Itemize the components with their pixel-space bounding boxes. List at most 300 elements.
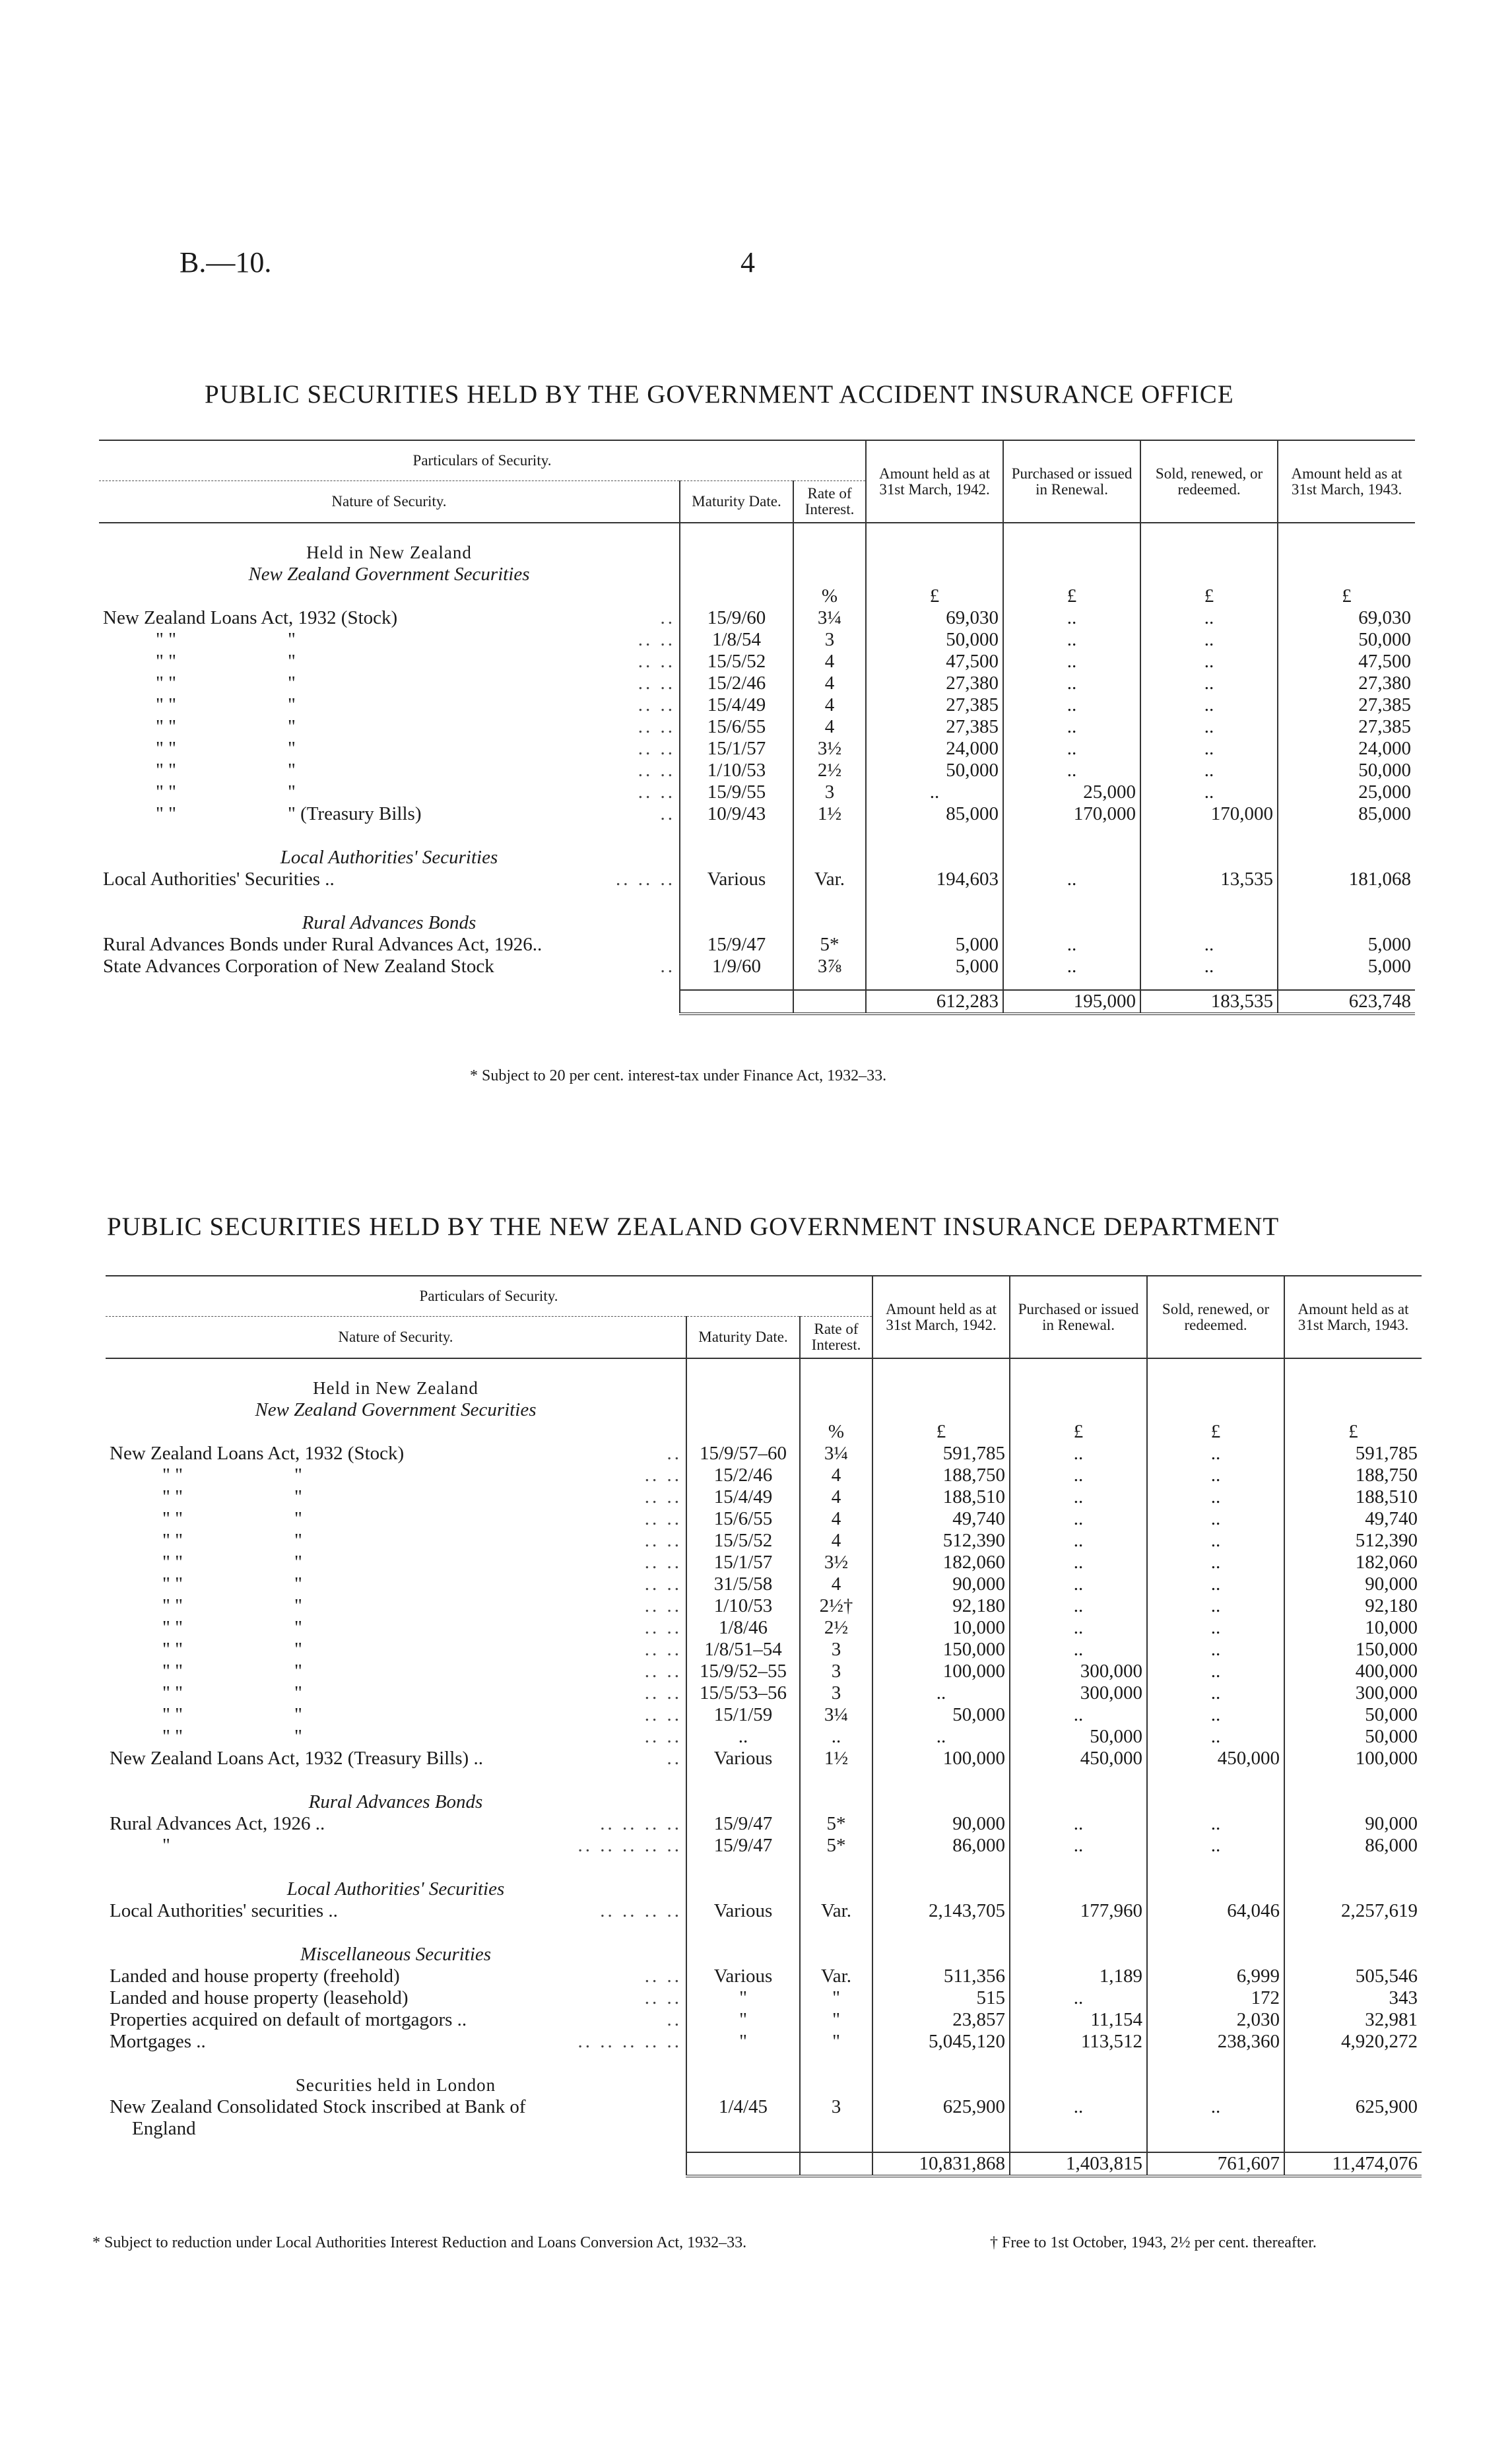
empty-cell <box>872 1878 1010 1900</box>
amount-held-1942: 27,380 <box>866 673 1003 694</box>
amount-held-1943: 150,000 <box>1284 1639 1422 1661</box>
empty-cell <box>872 1791 1010 1813</box>
spacer-row <box>99 825 1415 847</box>
maturity-date: 15/9/47 <box>680 934 793 956</box>
amount-held-1942: 5,000 <box>866 934 1003 956</box>
purchased-in-renewal: .. <box>1003 716 1140 738</box>
sold-renewed-redeemed: .. <box>1147 1552 1284 1573</box>
sold-renewed-redeemed: .. <box>1140 607 1278 629</box>
security-row <box>106 1595 1422 1617</box>
purchased-in-renewal: .. <box>1003 956 1140 977</box>
purchased-in-renewal: 113,512 <box>1010 2031 1147 2053</box>
security-row <box>106 1835 1422 1857</box>
sold-renewed-redeemed: .. <box>1140 934 1278 956</box>
empty-cell <box>793 564 866 585</box>
empty-cell <box>866 847 1003 869</box>
total-blank <box>106 2152 686 2176</box>
amount-held-1943: 181,068 <box>1278 869 1415 890</box>
leader-dots: .. <box>660 607 675 628</box>
security-row <box>106 1748 1422 1770</box>
empty-cell <box>800 1857 872 1878</box>
empty-cell <box>680 890 793 912</box>
rate-of-interest: " <box>800 1987 872 2009</box>
empty-cell <box>872 1770 1010 1791</box>
amount-held-1943: 24,000 <box>1278 738 1415 760</box>
empty-cell <box>686 1878 800 1900</box>
subsection-heading: Rural Advances Bonds <box>302 912 477 933</box>
rate-of-interest: 3⅞ <box>793 956 866 977</box>
rate-of-interest: 3 <box>800 1639 872 1661</box>
security-name-cell <box>99 803 680 825</box>
security-name-cell <box>106 1835 686 1857</box>
security-row <box>106 1617 1422 1639</box>
maturity-date: 1/10/53 <box>680 760 793 781</box>
purchased-in-renewal: .. <box>1003 869 1140 890</box>
purchased-in-renewal: .. <box>1003 629 1140 651</box>
units-sold: £ <box>1147 1421 1284 1443</box>
purchased-in-renewal: .. <box>1003 934 1140 956</box>
empty-cell <box>1284 1922 1422 1944</box>
security-name-ditto: " <box>294 1552 302 1573</box>
purchased-in-renewal: .. <box>1010 1465 1147 1486</box>
empty-cell <box>1278 542 1415 564</box>
maturity-date: 15/6/55 <box>680 716 793 738</box>
empty-cell <box>793 542 866 564</box>
purchased-in-renewal: 300,000 <box>1010 1661 1147 1682</box>
maturity-date: 15/1/57 <box>680 738 793 760</box>
sold-renewed-redeemed: .. <box>1140 956 1278 977</box>
header-maturity: Maturity Date. <box>686 1317 800 1359</box>
security-name: " " <box>162 1704 183 1725</box>
maturity-date: .. <box>686 1726 800 1748</box>
empty-cell <box>1147 1399 1284 1421</box>
security-name: Local Authorities' Securities .. <box>103 869 335 890</box>
empty-cell <box>1010 2118 1147 2140</box>
purchased-in-renewal: .. <box>1010 1835 1147 1857</box>
subsection-heading-row <box>99 912 1415 934</box>
leader-dots: .. .. <box>644 1486 682 1507</box>
amount-held-1943: 49,740 <box>1284 1508 1422 1530</box>
security-name: Mortgages .. <box>110 2031 206 2052</box>
empty-cell <box>680 825 793 847</box>
amount-held-1942: 511,356 <box>872 1966 1010 1987</box>
header-sold: Sold, renewed, or redeemed. <box>1140 440 1278 523</box>
security-name: " " <box>162 1552 183 1573</box>
security-name-cell <box>106 1704 686 1726</box>
units-held-1943: £ <box>1278 585 1415 607</box>
total-row <box>99 990 1415 1014</box>
security-name-ditto: " <box>294 1573 302 1595</box>
empty-cell <box>866 564 1003 585</box>
sold-renewed-redeemed: .. <box>1140 651 1278 673</box>
amount-held-1942: 86,000 <box>872 1835 1010 1857</box>
amount-held-1942: 23,857 <box>872 2009 1010 2031</box>
purchased-in-renewal: 25,000 <box>1003 781 1140 803</box>
rate-of-interest: 4 <box>793 651 866 673</box>
security-row <box>99 803 1415 825</box>
sold-renewed-redeemed: .. <box>1147 1726 1284 1748</box>
sold-renewed-redeemed: .. <box>1147 1813 1284 1835</box>
amount-held-1943: 2,257,619 <box>1284 1900 1422 1922</box>
security-name-cell <box>99 934 680 956</box>
amount-held-1943: 90,000 <box>1284 1813 1422 1835</box>
empty-cell <box>686 1857 800 1878</box>
rate-of-interest: Var. <box>800 1900 872 1922</box>
empty-cell <box>800 1944 872 1966</box>
security-name-cell <box>99 956 680 977</box>
empty-cell <box>680 542 793 564</box>
security-name: " " <box>156 803 176 824</box>
spacer-cell <box>106 1770 686 1791</box>
maturity-date: 15/4/49 <box>680 694 793 716</box>
security-row <box>106 1900 1422 1922</box>
security-row <box>106 1813 1422 1835</box>
amount-held-1943: 182,060 <box>1284 1552 1422 1573</box>
empty-cell <box>793 847 866 869</box>
total-sold: 183,535 <box>1140 990 1278 1014</box>
rate-of-interest: 4 <box>800 1486 872 1508</box>
rate-of-interest: 3¼ <box>800 1704 872 1726</box>
sold-renewed-redeemed: 170,000 <box>1140 803 1278 825</box>
security-row <box>99 694 1415 716</box>
amount-held-1943: 86,000 <box>1284 1835 1422 1857</box>
empty-cell <box>793 890 866 912</box>
leader-dots: .. <box>667 2009 682 2030</box>
amount-held-1943: 50,000 <box>1278 760 1415 781</box>
amount-held-1943: 50,000 <box>1278 629 1415 651</box>
purchased-in-renewal: 1,189 <box>1010 1966 1147 1987</box>
empty-cell <box>1147 1857 1284 1878</box>
leader-dots: .. .. <box>638 781 675 803</box>
table1-title: PUBLIC SECURITIES HELD BY THE GOVERNMENT ACCIDENT INSURANCE OFFICE <box>205 380 1234 409</box>
empty-cell <box>686 1944 800 1966</box>
amount-held-1942: .. <box>872 1726 1010 1748</box>
purchased-in-renewal: .. <box>1010 1443 1147 1465</box>
sold-renewed-redeemed: 6,999 <box>1147 1966 1284 1987</box>
purchased-in-renewal: .. <box>1010 1486 1147 1508</box>
security-name: " " <box>156 738 176 759</box>
empty-cell <box>793 825 866 847</box>
sold-renewed-redeemed: .. <box>1147 1573 1284 1595</box>
security-name: Properties acquired on default of mortgagors .. <box>110 2009 467 2030</box>
purchased-in-renewal: .. <box>1010 1813 1147 1835</box>
maturity-date: Various <box>680 869 793 890</box>
header-nature: Nature of Security. <box>99 481 680 523</box>
empty-cell <box>800 1878 872 1900</box>
leader-dots: .. .. <box>644 1661 682 1682</box>
empty-cell <box>1147 1922 1284 1944</box>
security-name-cell <box>99 607 680 629</box>
amount-held-1942: 182,060 <box>872 1552 1010 1573</box>
empty-cell <box>1140 542 1278 564</box>
leader-dots: .. .. <box>638 673 675 694</box>
amount-held-1943: 505,546 <box>1284 1966 1422 1987</box>
leader-dots: .. .. <box>644 1682 682 1704</box>
rate-of-interest: 4 <box>800 1465 872 1486</box>
maturity-date: 15/9/52–55 <box>686 1661 800 1682</box>
maturity-date: 15/5/52 <box>680 651 793 673</box>
sold-renewed-redeemed: .. <box>1140 673 1278 694</box>
total-held-1942: 612,283 <box>866 990 1003 1014</box>
security-name: " " <box>156 760 176 781</box>
security-name-ditto: " <box>288 738 296 759</box>
leader-dots: .. .. <box>644 1726 682 1747</box>
purchased-in-renewal: 50,000 <box>1010 1726 1147 1748</box>
security-name-ditto: " <box>288 716 296 737</box>
security-name-ditto: " (Treasury Bills) <box>288 803 422 824</box>
amount-held-1942: 90,000 <box>872 1813 1010 1835</box>
pre-total-gap-row <box>99 977 1415 990</box>
section-heading-row <box>99 542 1415 564</box>
header-sold: Sold, renewed, or redeemed. <box>1147 1276 1284 1358</box>
amount-held-1943: 591,785 <box>1284 1443 1422 1465</box>
security-row <box>106 1465 1422 1486</box>
amount-held-1942: 50,000 <box>866 760 1003 781</box>
subsection-heading: Local Authorities' Securities <box>280 847 498 868</box>
security-name-cell <box>99 738 680 760</box>
security-row <box>106 1508 1422 1530</box>
maturity-date: 15/2/46 <box>686 1465 800 1486</box>
empty-cell <box>872 1399 1010 1421</box>
page-number: 4 <box>740 246 755 279</box>
amount-held-1943: 188,750 <box>1284 1465 1422 1486</box>
security-name-ditto: " <box>294 1682 302 1704</box>
security-name: " " <box>162 1465 183 1486</box>
amount-held-1943: 25,000 <box>1278 781 1415 803</box>
maturity-date: Various <box>686 1966 800 1987</box>
rate-of-interest: 3 <box>800 1682 872 1704</box>
subsection-heading: Miscellaneous Securities <box>300 1944 492 1965</box>
empty-cell <box>866 542 1003 564</box>
purchased-in-renewal: .. <box>1003 607 1140 629</box>
empty-cell <box>1003 564 1140 585</box>
security-name-cell <box>99 760 680 781</box>
rate-of-interest: 3 <box>800 2096 872 2118</box>
security-name-cell <box>106 2031 686 2053</box>
rate-of-interest: 4 <box>793 716 866 738</box>
purchased-in-renewal: 177,960 <box>1010 1900 1147 1922</box>
leader-dots: .. .. <box>638 738 675 759</box>
sold-renewed-redeemed: .. <box>1140 781 1278 803</box>
security-name-cell <box>99 673 680 694</box>
security-name-cell <box>106 1748 686 1770</box>
security-name: " " <box>156 781 176 803</box>
leader-dots: .. .. <box>644 1465 682 1486</box>
empty-cell <box>1147 1770 1284 1791</box>
security-name: " " <box>162 1661 183 1682</box>
purchased-in-renewal: .. <box>1010 1530 1147 1552</box>
subsection-heading-row <box>106 1399 1422 1421</box>
maturity-date: Various <box>686 1748 800 1770</box>
maturity-date: 15/5/53–56 <box>686 1682 800 1704</box>
header-gap-row <box>99 523 1415 542</box>
subsection-heading-row <box>106 1878 1422 1900</box>
purchased-in-renewal: 300,000 <box>1010 1682 1147 1704</box>
security-row <box>106 1552 1422 1573</box>
amount-held-1942: 10,000 <box>872 1617 1010 1639</box>
amount-held-1943: 512,390 <box>1284 1530 1422 1552</box>
security-name-cell <box>106 1617 686 1639</box>
empty-cell <box>866 825 1003 847</box>
maturity-date: 1/8/51–54 <box>686 1639 800 1661</box>
maturity-date: 15/4/49 <box>686 1486 800 1508</box>
subsection-heading: New Zealand Government Securities <box>255 1399 537 1420</box>
maturity-date: 1/9/60 <box>680 956 793 977</box>
empty-cell <box>1010 2053 1147 2074</box>
amount-held-1943: 400,000 <box>1284 1661 1422 1682</box>
security-name-ditto: " <box>288 673 296 694</box>
amount-held-1942: 5,045,120 <box>872 2031 1010 2053</box>
security-name-cell <box>106 1900 686 1922</box>
sold-renewed-redeemed: .. <box>1147 1639 1284 1661</box>
rate-of-interest: 2½ <box>793 760 866 781</box>
rate-of-interest: " <box>800 2009 872 2031</box>
sold-renewed-redeemed: .. <box>1147 2096 1284 2118</box>
maturity-date: 1/10/53 <box>686 1595 800 1617</box>
sold-renewed-redeemed: 64,046 <box>1147 1900 1284 1922</box>
amount-held-1942: 27,385 <box>866 694 1003 716</box>
rate-of-interest: .. <box>800 1726 872 1748</box>
table2-footnote-dagger: † Free to 1st October, 1943, 2½ per cent. thereafter. <box>990 2234 1317 2251</box>
empty-cell <box>686 1791 800 1813</box>
security-name: New Zealand Loans Act, 1932 (Stock) <box>103 607 398 628</box>
empty-cell <box>1284 1770 1422 1791</box>
purchased-in-renewal: 170,000 <box>1003 803 1140 825</box>
security-name-cell <box>106 1639 686 1661</box>
maturity-date: 1/4/45 <box>686 2096 800 2118</box>
security-row <box>99 738 1415 760</box>
maturity-date: 15/6/55 <box>686 1508 800 1530</box>
spacer-row <box>99 890 1415 912</box>
empty-cell <box>1284 1791 1422 1813</box>
amount-held-1943: 625,900 <box>1284 2096 1422 2118</box>
security-name-cell <box>106 1987 686 2009</box>
security-name: " " <box>156 694 176 715</box>
section-heading: Held in New Zealand <box>313 1378 478 1398</box>
empty-cell <box>1147 2074 1284 2096</box>
maturity-date: " <box>686 1987 800 2009</box>
sold-renewed-redeemed: 238,360 <box>1147 2031 1284 2053</box>
maturity-date: 15/9/55 <box>680 781 793 803</box>
purchased-in-renewal: .. <box>1010 1987 1147 2009</box>
section-heading: Held in New Zealand <box>306 543 472 562</box>
security-name-ditto: " <box>294 1595 302 1616</box>
sold-renewed-redeemed: .. <box>1140 716 1278 738</box>
security-name: " " <box>156 673 176 694</box>
amount-held-1943: 343 <box>1284 1987 1422 2009</box>
empty-cell <box>680 564 793 585</box>
amount-held-1942: 5,000 <box>866 956 1003 977</box>
security-name: New Zealand Loans Act, 1932 (Stock) <box>110 1443 405 1464</box>
units-held-1942: £ <box>866 585 1003 607</box>
sold-renewed-redeemed: .. <box>1147 1486 1284 1508</box>
amount-held-1942: 69,030 <box>866 607 1003 629</box>
empty-cell <box>872 1857 1010 1878</box>
security-name-cell <box>99 629 680 651</box>
spacer-row <box>106 1857 1422 1878</box>
amount-held-1942: 90,000 <box>872 1573 1010 1595</box>
security-name: New Zealand Loans Act, 1932 (Treasury Bills) .. <box>110 1748 483 1769</box>
rate-of-interest: 4 <box>793 673 866 694</box>
security-row <box>106 1966 1422 1987</box>
rate-of-interest: 4 <box>800 1530 872 1552</box>
amount-held-1943: 85,000 <box>1278 803 1415 825</box>
leader-dots: .. .. <box>638 716 675 737</box>
empty-cell <box>1278 890 1415 912</box>
empty-cell <box>1003 847 1140 869</box>
amount-held-1942: 188,510 <box>872 1486 1010 1508</box>
security-row <box>99 869 1415 890</box>
amount-held-1942: 194,603 <box>866 869 1003 890</box>
security-row <box>106 1682 1422 1704</box>
empty-cell <box>872 2053 1010 2074</box>
leader-dots: .. <box>660 956 675 977</box>
amount-held-1942: 591,785 <box>872 1443 1010 1465</box>
purchased-in-renewal: .. <box>1003 760 1140 781</box>
sold-renewed-redeemed: .. <box>1147 1682 1284 1704</box>
amount-held-1943: 50,000 <box>1284 1726 1422 1748</box>
security-name-ditto: " <box>288 760 296 781</box>
continuation-row <box>106 2118 1422 2140</box>
units-maturity <box>686 1421 800 1443</box>
leader-dots: .. .. <box>638 651 675 672</box>
empty-cell <box>1010 1944 1147 1966</box>
leader-dots: .. .. .. <box>616 869 675 890</box>
security-row <box>99 760 1415 781</box>
subsection-heading-row <box>99 847 1415 869</box>
purchased-in-renewal: 11,154 <box>1010 2009 1147 2031</box>
amount-held-1942: 50,000 <box>872 1704 1010 1726</box>
empty-cell <box>1010 1770 1147 1791</box>
empty-cell <box>1010 2074 1147 2096</box>
units-blank <box>99 585 680 607</box>
purchased-in-renewal: .. <box>1010 2096 1147 2118</box>
security-row <box>99 651 1415 673</box>
maturity-date: 10/9/43 <box>680 803 793 825</box>
security-name: Landed and house property (freehold) <box>110 1966 400 1987</box>
security-name: Rural Advances Act, 1926 .. <box>110 1813 325 1834</box>
security-name-cell <box>99 651 680 673</box>
security-name-cell <box>106 2009 686 2031</box>
empty-cell <box>800 1377 872 1399</box>
security-row <box>106 2009 1422 2031</box>
leader-dots: .. .. <box>644 1639 682 1660</box>
leader-dots <box>669 934 675 956</box>
rate-of-interest: 1½ <box>793 803 866 825</box>
sold-renewed-redeemed: .. <box>1140 738 1278 760</box>
header-particulars: Particulars of Security. <box>99 440 866 481</box>
leader-dots: .. .. <box>644 1617 682 1638</box>
security-name-cell <box>99 869 680 890</box>
rate-of-interest: Var. <box>793 869 866 890</box>
rate-of-interest: 1½ <box>800 1748 872 1770</box>
amount-held-1942: 24,000 <box>866 738 1003 760</box>
empty-cell <box>800 2118 872 2140</box>
spacer-cell <box>99 890 680 912</box>
empty-cell <box>800 2053 872 2074</box>
sold-renewed-redeemed: .. <box>1147 1835 1284 1857</box>
purchased-in-renewal: .. <box>1003 651 1140 673</box>
maturity-date: 15/1/59 <box>686 1704 800 1726</box>
amount-held-1942: 92,180 <box>872 1595 1010 1617</box>
amount-held-1943: 10,000 <box>1284 1617 1422 1639</box>
security-name-cell <box>106 1443 686 1465</box>
leader-dots: .. .. <box>644 1530 682 1551</box>
security-name-ditto: " <box>288 781 296 803</box>
spacer-cell <box>99 825 680 847</box>
empty-cell <box>1003 542 1140 564</box>
purchased-in-renewal: .. <box>1003 673 1140 694</box>
